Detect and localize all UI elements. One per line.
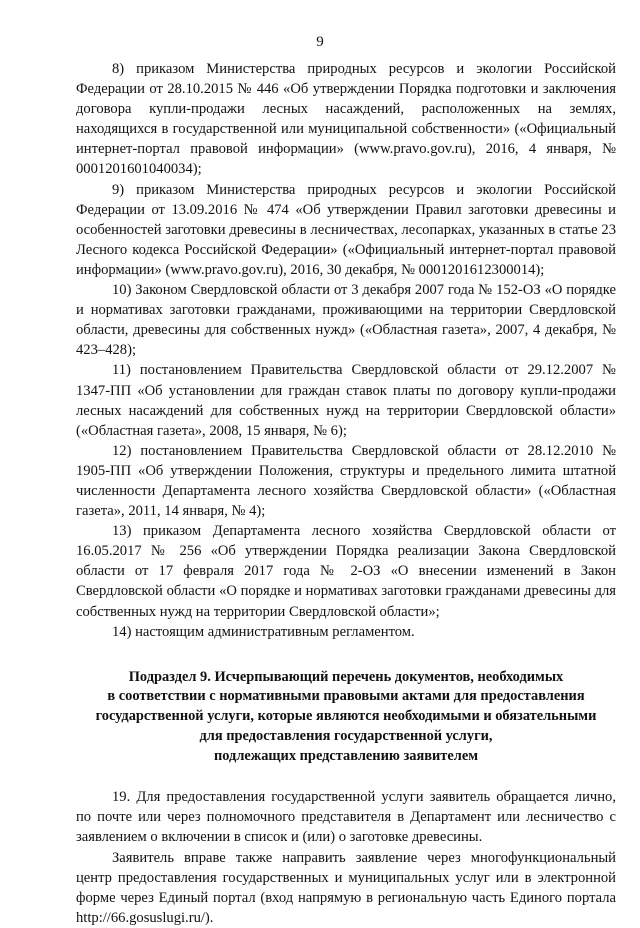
paragraph-applicant-right: Заявитель вправе также направить заявление через многофункциональный центр предоставления государственных и муниципальных услуг или в электронной форме через Единый портал (вход напрямую в региональную часть Единого портала http://66.gosuslugi.ru/).: [76, 849, 616, 926]
subsection-heading: [76, 668, 616, 767]
page-number: 9: [316, 34, 324, 50]
heading-line: для предоставления государственной услуги,: [199, 727, 493, 744]
list-item-12: 12) постановлением Правительства Свердловской области от 28.12.2010 № 1905-ПП «Об утверждении Положения, структуры и предельного лимита штатной численности Департамента лесного хозяйства Свердловской области» («Областная газета», 2011, 14 января, № 4);: [76, 442, 616, 520]
list-item-11: 11) постановлением Правительства Свердловской области от 29.12.2007 № 1347-ПП «Об установлении для граждан ставок платы по договору купли-продажи лесных насаждений для собственных нужд на территории Свердловской области» («Областная газета», 2008, 15 января, № 6);: [76, 362, 616, 439]
list-item-10: 10) Законом Свердловской области от 3 декабря 2007 года № 152-ОЗ «О порядке и нормативах заготовки гражданами, проживающими на территории Свердловской области, древесины для собственных нужд» («Областная газета», 2007, 4 декабря, № 423–428);: [76, 282, 616, 359]
paragraph-19: 19. Для предоставления государственной услуги заявитель обращается лично, по почте или через полномочного представителя в Департамент или лесничество с заявлением о включении в список и (или) о заготовке древесины.: [76, 789, 616, 846]
list-item-9: 9) приказом Министерства природных ресурсов и экологии Российской Федерации от 13.09.2016 № 474 «Об утверждении Правил заготовки древесины и особенностей заготовки древесины в лесничествах, лесопарках, указанных в статье 23 Лесного кодекса Российской Федерации» («Официальный интернет-портал правовой информации» (www.pravo.gov.ru), 2016, 30 декабря, № 0001201612300014);: [76, 181, 616, 278]
list-item-14: 14) настоящим административным регламентом.: [112, 623, 415, 640]
document-body: [76, 59, 616, 928]
heading-line: государственной услуги, которые являются необходимыми и обязательными: [95, 708, 597, 725]
list-item-8: 8) приказом Министерства природных ресурсов и экологии Российской Федерации от 28.10.2015 № 446 «Об утверждении Порядка подготовки и заключения договора купли-продажи лесных насаждений, расположенных на землях, находящихся в государственной или муниципальной собственности» («Официальный интернет-портал правовой информации» (www.pravo.gov.ru), 2016, 4 января, № 0001201601040034);: [76, 61, 616, 178]
heading-line: в соответствии с нормативными правовыми актами для предоставления: [107, 688, 585, 705]
heading-line: Подраздел 9. Исчерпывающий перечень документов, необходимых: [128, 668, 564, 685]
heading-line: подлежащих представлению заявителем: [213, 747, 479, 764]
list-item-13: 13) приказом Департамента лесного хозяйства Свердловской области от 16.05.2017 № 256 «Об утверждении Порядка реализации Закона Свердловской области от 17 февраля 2017 года № 2-ОЗ «О внесении изменений в Закон Свердловской области «О порядке и нормативах заготовки гражданами древесины для собственных нужд на территории Свердловской области»;: [76, 523, 616, 620]
